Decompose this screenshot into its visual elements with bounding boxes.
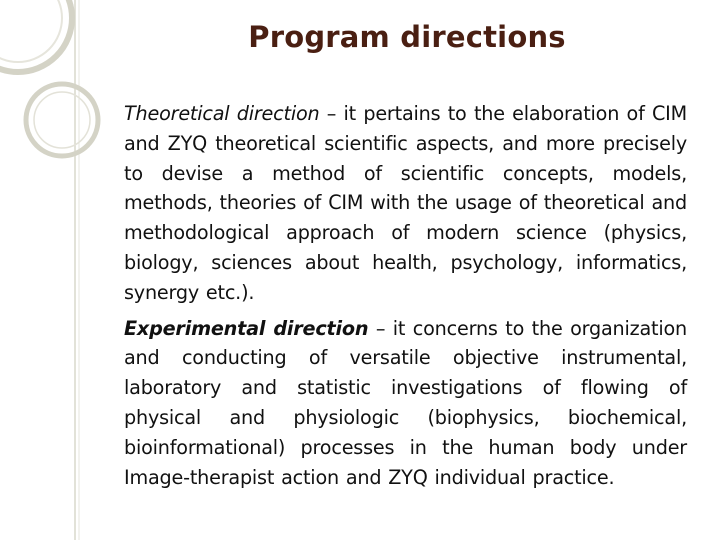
slide-body: [124, 99, 687, 492]
slide-title: Program directions: [248, 20, 566, 54]
experimental-direction-text: – it concerns to the organization and conducting of versatile objective instrumental, laboratory and statistic investigations of flowing of physical and physiologic (biophysics, biochemical, bioinformational) processes in the human body under Image-therapist action and ZYQ individual practice.: [124, 316, 687, 489]
decorative-rings: [0, 0, 110, 540]
theoretical-direction-text: – it pertains to the elaboration of CIM and ZYQ theoretical scientific aspects, and more precisely to devise a method of scientific concepts, models, methods, theories of CIM with the usage of theoretical and methodological approach of modern science (physics, biology, sciences about health, psychology, informatics, synergy etc.).: [124, 102, 687, 304]
paragraph-experimental: [124, 314, 687, 493]
experimental-direction-label: Experimental direction: [124, 316, 369, 340]
paragraph-theoretical: [124, 99, 687, 308]
theoretical-direction-label: Theoretical direction: [124, 102, 320, 125]
